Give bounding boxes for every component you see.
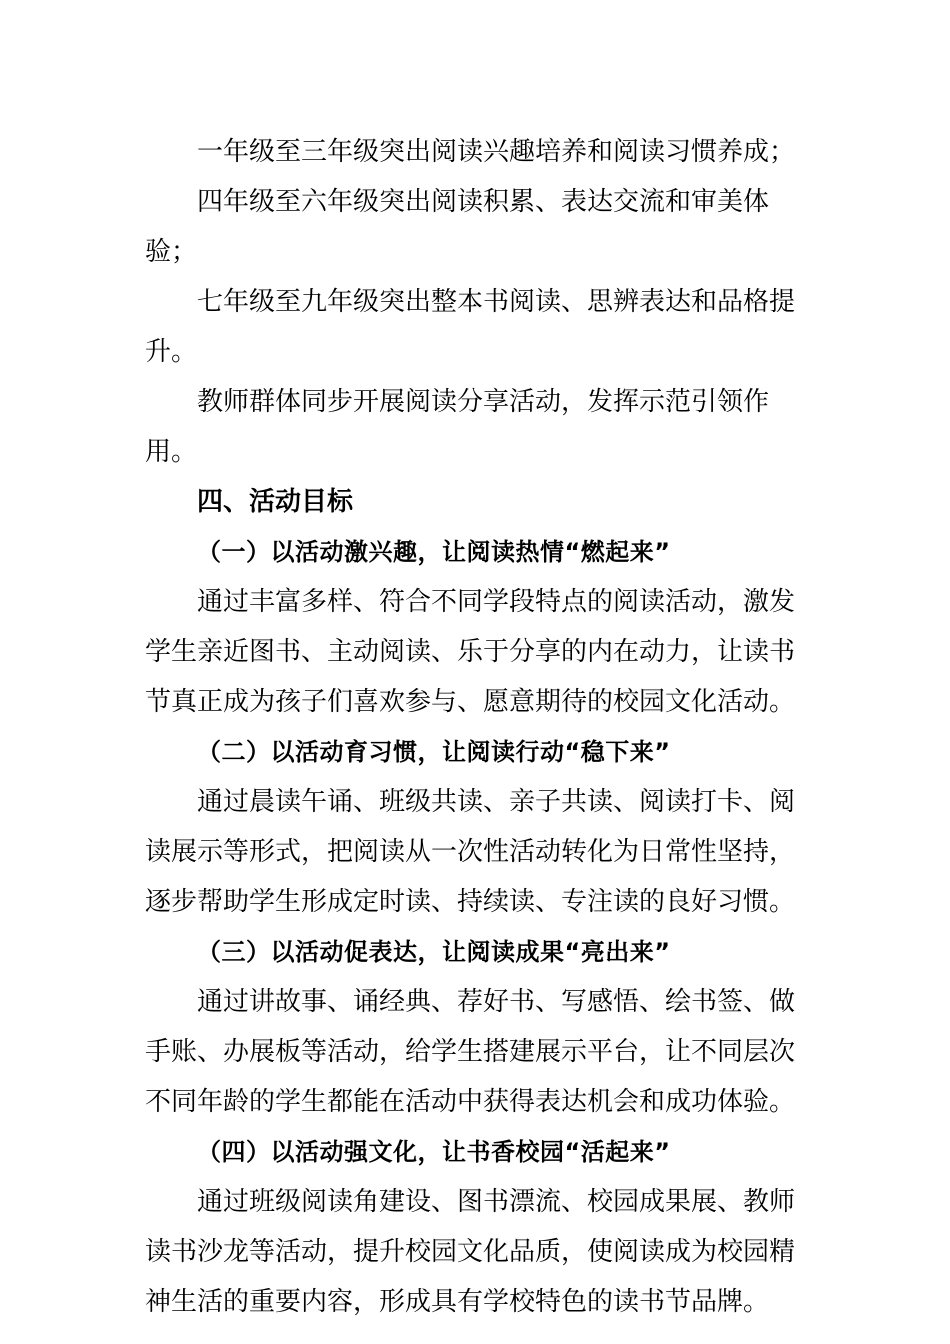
goal-heading-1: （一）以活动激兴趣，让阅读热情“燃起来”: [197, 538, 671, 566]
paragraph-grade-1-3: 一年级至三年级突出阅读兴趣培养和阅读习惯养成；: [197, 137, 796, 167]
document-page: [145, 127, 810, 1327]
goal-body-3: 通过讲故事、诵经典、荐好书、写感悟、绘书签、做手账、办展板等活动，给学生搭建展示平台，让不同层次不同年龄的学生都能在活动中获得表达机会和成功体验。: [145, 987, 796, 1117]
goal-heading-2: （二）以活动育习惯，让阅读行动“稳下来”: [197, 738, 671, 766]
goal-body-1: 通过丰富多样、符合不同学段特点的阅读活动，激发学生亲近图书、主动阅读、乐于分享的内在动力，让读书节真正成为孩子们喜欢参与、愿意期待的校园文化活动。: [145, 587, 796, 717]
goal-heading-3: （三）以活动促表达，让阅读成果“亮出来”: [197, 938, 671, 966]
goal-heading-4: （四）以活动强文化，让书香校园“活起来”: [197, 1138, 671, 1166]
paragraph-grade-4-6: 四年级至六年级突出阅读积累、表达交流和审美体验；: [145, 187, 770, 267]
goal-body-4: 通过班级阅读角建设、图书漂流、校园成果展、教师读书沙龙等活动，提升校园文化品质，使阅读成为校园精神生活的重要内容，形成具有学校特色的读书节品牌。: [145, 1187, 796, 1317]
goal-body-2: 通过晨读午诵、班级共读、亲子共读、阅读打卡、阅读展示等形式，把阅读从一次性活动转化为日常性坚持，逐步帮助学生形成定时读、持续读、专注读的良好习惯。: [145, 787, 796, 917]
paragraph-grade-7-9: 七年级至九年级突出整本书阅读、思辨表达和品格提升。: [145, 287, 796, 367]
paragraph-teachers: 教师群体同步开展阅读分享活动，发挥示范引领作用。: [145, 387, 770, 467]
section-title: 四、活动目标: [197, 487, 354, 517]
